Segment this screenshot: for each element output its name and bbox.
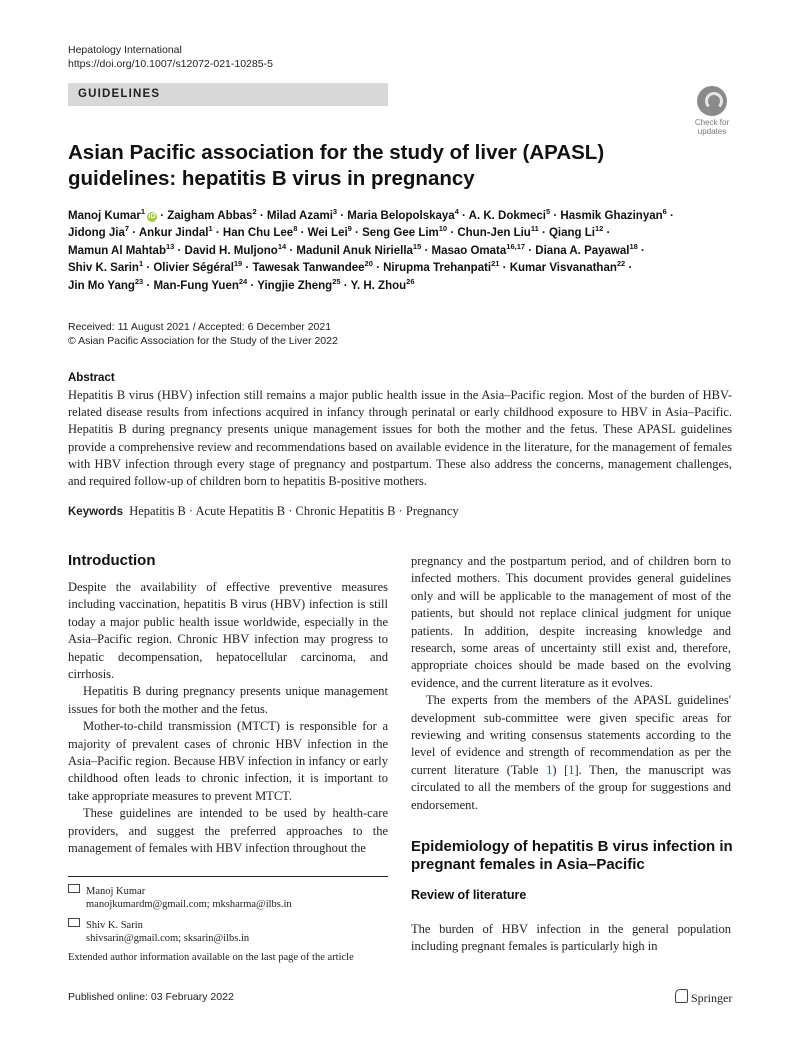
author-name[interactable]: Y. H. Zhou <box>350 279 407 292</box>
springer-horse-icon <box>675 989 688 1003</box>
journal-name: Hepatology International <box>68 44 182 56</box>
author-list: Manoj Kumar$^1$iD · Zaigham Abbas$^2$ · Milad Azami$^3$ · Maria Belopolskaya$^4$ · A. K. Dokmeci$^5$ · Hasmik Ghazinyan$^6$ · Jidong Jia$^7$ · Ankur Jindal$^1$ · Han Chu Lee$^8$ · Wei Lei$^9$ · Seng Gee Lim$^{10}$ · Chun-Jen Liu$^{11}$ · Qiang $Li^{12}$ · Mamun Al Mahtab$^{13}$ · David H. Muljono$^{14}$ · Madunil Anuk Niriella$^{15}$ · Masao Omata$^{16,17}$ · Diana A. Payawal$^{18}$ · Shiv K. Sarin$^1$ · Olivier Ségéral$^{19}$ · Tawesak Tanwandee$^{20}$ · Nirupma Trehanpati$^{21}$ · Kumar Visvanathan$^{22}$ · Jin Mo Yang$^{23}$ · Man-Fung Yuen$^{24}$ · Yingjie Zheng$^{25}$ · Y. H. Zhou$^{26}$ <box>68 207 674 292</box>
check-for-updates-badge[interactable] <box>690 86 734 136</box>
extended-info-note: Extended author information available on the last page of the article <box>68 952 354 963</box>
intro-paragraph: Mother-to-child transmission (MTCT) is responsible for a majority of prevalent cases of chronic HBV infection in the Asia–Pacific region. Because HBV infection in infancy or early childhood often leads to chronic infection, it is important to take appropriate measures to prevent MTCT. <box>68 719 388 803</box>
copyright: © Asian Pacific Association for the Study of the Liver 2022 <box>68 335 338 347</box>
author-name[interactable]: A. K. Dokmeci <box>468 210 546 222</box>
footnote-rule <box>68 876 388 877</box>
epidemiology-paragraph: The burden of HBV infection in the general population including pregnant females is particularly high in <box>411 922 731 954</box>
author-name[interactable]: Wei Lei <box>307 227 348 240</box>
text-span: ]. Then, the manuscript was circulated to all the members of the group for suggestions and endorsement. <box>411 762 732 812</box>
author-name[interactable]: Diana A. Payawal <box>535 244 630 257</box>
author-name[interactable]: Han Chu Lee <box>222 227 294 240</box>
author-affiliation: 14 <box>277 241 287 251</box>
check-updates-line2: updates <box>697 127 727 136</box>
author-name[interactable]: Masao Omata <box>431 244 507 257</box>
epidemiology-body <box>411 921 731 956</box>
author-name[interactable]: Milad Azami <box>266 210 333 222</box>
author-affiliation: 7 <box>124 224 130 234</box>
author-name[interactable]: Seng Gee Lim <box>362 227 439 240</box>
author-name[interactable]: Jin Mo Yang <box>68 279 135 292</box>
received-accepted: Received: 11 August 2021 / Accepted: 6 December 2021 <box>68 321 332 333</box>
author-affiliation: 26 <box>406 276 415 286</box>
reference-link[interactable]: 1 <box>568 762 575 777</box>
intro-paragraph: Hepatitis B during pregnancy presents unique management issues for both the mother and the fetus. <box>68 684 388 716</box>
author-affiliation: 10 <box>438 224 448 234</box>
author-name[interactable]: Manoj Kumar <box>68 210 141 222</box>
publisher-name: Springer <box>691 991 733 1005</box>
correspondence-2 <box>68 918 249 946</box>
orcid-icon[interactable]: iD <box>148 213 156 220</box>
check-updates-icon <box>697 86 727 116</box>
section-tag: GUIDELINES <box>78 88 161 100</box>
abstract-heading: Abstract <box>68 372 115 384</box>
introduction-heading: Introduction <box>68 552 156 569</box>
author-name[interactable]: Maria Belopolskaya <box>347 210 455 222</box>
dates-block <box>68 320 338 348</box>
author-affiliation: 8 <box>293 224 298 234</box>
author-affiliation: 11 <box>530 224 539 234</box>
corresponding-author-email[interactable]: manojkumardm@gmail.com; mksharma@ilbs.in <box>86 899 292 911</box>
author-affiliation: 16,17 <box>506 241 526 251</box>
author-affiliation: 9 <box>347 224 352 234</box>
text-span: The experts from the members of the APASL guidelines' development sub-committee were given specific areas for reviewing and writing consensus statements according to the level of evidence and strength of recommendation as per the current literature (Table <box>411 693 731 777</box>
author-affiliation: 23 <box>134 276 144 286</box>
review-subheading: Review of literature <box>411 888 527 902</box>
author-name[interactable]: Hasmik Ghazinyan <box>560 210 663 222</box>
author-name[interactable]: Tawesak Tanwandee <box>252 262 365 275</box>
author-affiliation: 1 <box>140 207 146 217</box>
corresponding-author-name: Shiv K. Sarin <box>86 920 143 931</box>
text-span: ) [ <box>552 762 569 777</box>
check-updates-line1: Check for <box>694 118 730 127</box>
author-affiliation: 25 <box>332 276 341 286</box>
published-date: Published online: 03 February 2022 <box>68 991 234 1003</box>
author-name[interactable]: Yingjie Zheng <box>257 279 333 292</box>
author-affiliation: 1 <box>138 259 144 269</box>
author-name[interactable]: Zaigham Abbas <box>167 210 253 222</box>
author-name[interactable]: Olivier Ségéral <box>153 262 234 275</box>
keywords-text: Hepatitis B · Acute Hepatitis B · Chronic Hepatitis B · Pregnancy <box>129 504 459 518</box>
author-affiliation: 12 <box>594 224 604 234</box>
corresponding-author-email[interactable]: shivsarin@gmail.com; sksarin@ilbs.in <box>86 933 250 945</box>
author-affiliation: 15 <box>412 241 422 251</box>
introduction-body <box>68 579 388 858</box>
corresponding-author-name: Manoj Kumar <box>86 886 146 897</box>
table-link[interactable]: 1 <box>546 762 553 777</box>
author-name[interactable]: Mamun Al Mahtab <box>68 244 166 257</box>
author-affiliation: 1 <box>208 224 213 234</box>
author-affiliation: 2 <box>252 207 257 217</box>
keywords-label: Keywords <box>68 506 123 518</box>
right-paragraph-2 <box>411 692 731 814</box>
keywords <box>68 504 459 519</box>
intro-paragraph: Despite the availability of effective preventive measures including vaccination, hepatitis B virus (HBV) infection is still today a major public health issue worldwide, especially in the Asia–Pacific region. Chronic HBV infection may progress to hepatic decompensation, hepatocellular carcinoma, and cirrhosis. <box>68 580 388 682</box>
author-name[interactable]: Chun-Jen Liu <box>457 227 531 240</box>
right-paragraph: pregnancy and the postpartum period, and of children born to infected mothers. This document provides general guidelines only and will be applicable to the management of most of the patients, but should not replace clinical judgment for unique patients. In addition, despite increasing knowledge and research, some areas of uncertainty still exist and, therefore, appropriate choices should be made based on the evolving evidence, and the current literature as it evolves. <box>411 554 731 690</box>
author-affiliation: 18 <box>629 241 638 251</box>
epidemiology-heading: Epidemiology of hepatitis B virus infection in pregnant females in Asia–Pacific <box>411 838 733 873</box>
author-name[interactable]: Kumar Visvanathan <box>509 262 617 275</box>
author-affiliation: 22 <box>616 259 626 269</box>
author-name[interactable]: Madunil Anuk Niriella <box>296 244 413 257</box>
author-affiliation: 5 <box>545 207 551 217</box>
author-affiliation: 13 <box>165 241 175 251</box>
author-name[interactable]: Qiang Li <box>548 227 595 240</box>
author-affiliation: 19 <box>233 259 243 269</box>
author-affiliation: 24 <box>238 276 248 286</box>
author-affiliation: 4 <box>454 207 459 217</box>
author-affiliation: 21 <box>491 259 500 269</box>
author-name[interactable]: Man-Fung Yuen <box>153 279 239 292</box>
author-name[interactable]: Shiv K. Sarin <box>68 262 139 275</box>
doi-link[interactable]: https://doi.org/10.1007/s12072-021-10285-5 <box>68 58 273 70</box>
author-name[interactable]: David H. Muljono <box>184 244 278 257</box>
right-column-body <box>411 553 731 814</box>
correspondence-1 <box>68 884 292 912</box>
author-name[interactable]: Ankur Jindal <box>138 227 209 240</box>
author-affiliation: 6 <box>662 207 667 217</box>
author-name[interactable]: Jidong Jia <box>68 227 125 240</box>
author-affiliation: 3 <box>332 207 338 217</box>
publisher-logo <box>675 989 732 1006</box>
envelope-icon <box>68 884 80 893</box>
abstract-text: Hepatitis B virus (HBV) infection still remains a major public health issue in the Asia–Pacific region. Most of the burden of HBV-related disease results from infections acquired in infancy through perinatal or early childhood exposure to HBV in Asia–Pacific. Hepatitis B during pregnancy presents unique management issues for both the mother and the fetus. These APASL guidelines provide a comprehensive review and recommendations based on available evidence in the literature, for the management of females with HBV infection through every stage of pregnancy and postpartum. These also address the concerns, management challenges, and required follow-up of children born to hepatitis B-positive mothers. <box>68 388 732 489</box>
intro-paragraph: These guidelines are intended to be used by health-care providers, and suggest the preferred approaches to the management of females with HBV infection throughout the <box>68 806 388 856</box>
journal-header <box>68 43 273 71</box>
article-title: Asian Pacific association for the study of liver (APASL) guidelines: hepatitis B virus in pregnancy <box>68 141 605 190</box>
envelope-icon <box>68 918 80 927</box>
author-name[interactable]: Nirupma Trehanpati <box>383 262 492 275</box>
author-affiliation: 20 <box>364 259 373 269</box>
